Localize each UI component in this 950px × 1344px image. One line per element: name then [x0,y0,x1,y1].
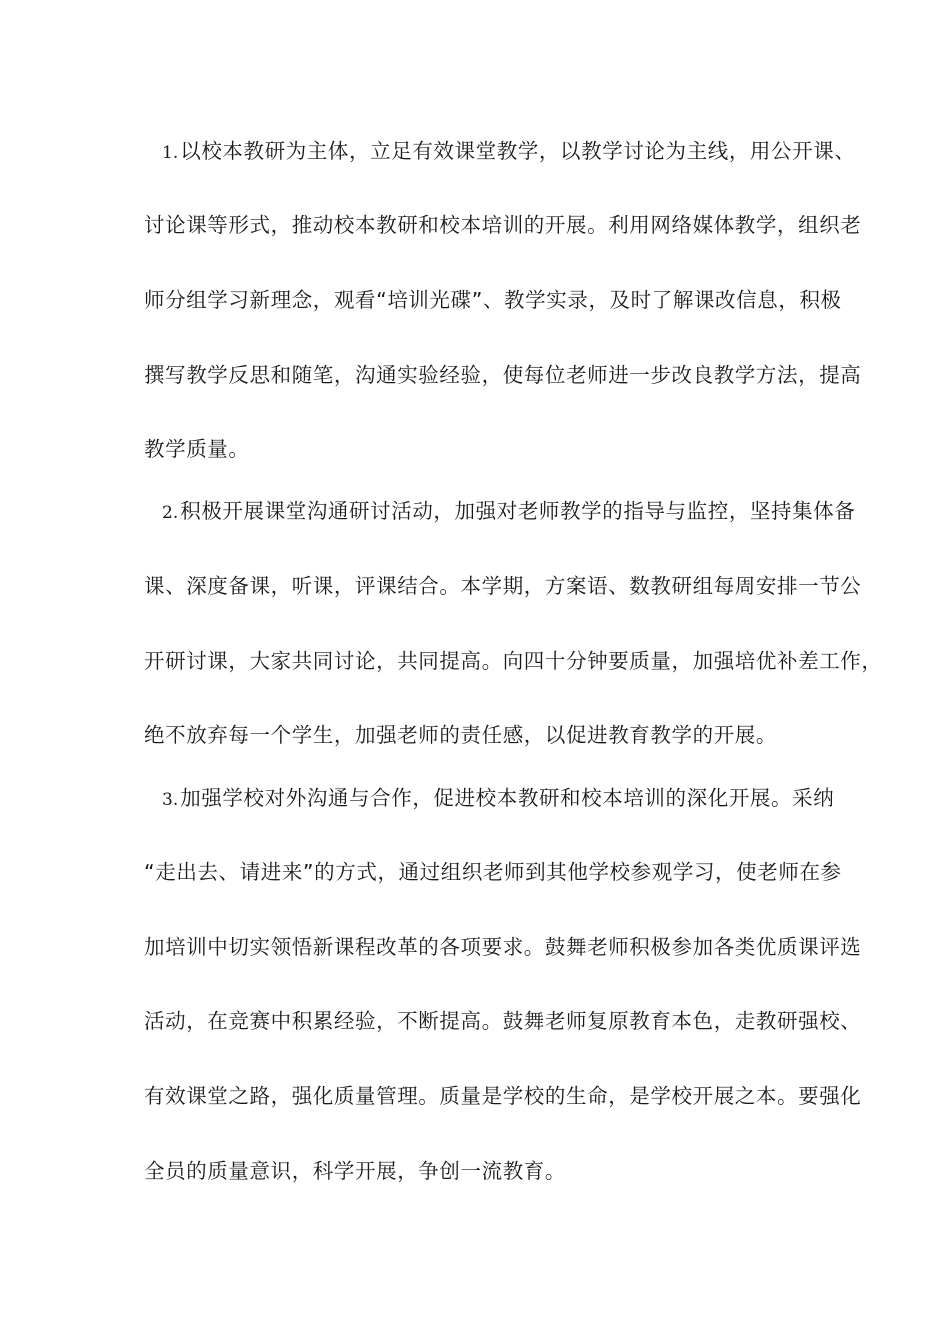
paragraph-1-line-3: 师分组学习新理念，观看“培训光碟”、教学实录，及时了解课改信息，积极 [144,288,842,312]
paragraph-3-line-4: 活动，在竞赛中积累经验，不断提高。鼓舞老师复原教育本色，走教研强校、 [144,1009,862,1033]
paragraph-1-text: 以校本教研为主体，立足有效课堂教学，以教学讨论为主线，用公开课、 [180,139,856,163]
paragraph-1-line-1 [162,136,856,166]
paragraph-2-line-1 [162,496,856,526]
paragraph-3-line-3: 加培训中切实领悟新课程改革的各项要求。鼓舞老师积极参加各类优质课评选 [144,935,862,959]
paragraph-2-line-2: 课、深度备课，听课，评课结合。本学期，方案语、数教研组每周安排一节公 [144,574,862,598]
paragraph-1-line-2: 讨论课等形式，推动校本教研和校本培训的开展。利用网络媒体教学，组织老 [144,213,862,237]
paragraph-3-text: 加强学校对外沟通与合作，促进校本教研和校本培训的深化开展。采纳 [180,786,835,810]
paragraph-3-line-5: 有效课堂之路，强化质量管理。质量是学校的生命，是学校开展之本。要强化 [144,1084,862,1108]
paragraph-1-line-4: 撰写教学反思和随笔，沟通实验经验，使每位老师进一步改良教学方法，提高 [144,363,862,387]
paragraph-3-line-1 [162,783,835,813]
paragraph-1-line-5: 教学质量。 [144,437,250,461]
paragraph-2-line-4: 绝不放弃每一个学生，加强老师的责任感，以促进教育教学的开展。 [144,723,777,747]
paragraph-2-line-3: 开研讨课，大家共同讨论，共同提高。向四十分钟要质量，加强培优补差工作， [144,649,883,673]
paragraph-2-number: 2. [162,503,179,523]
paragraph-3-line-2: “走出去、请进来”的方式，通过组织老师到其他学校参观学习，使老师在参 [144,860,842,884]
paragraph-3-line-6: 全员的质量意识，科学开展，争创一流教育。 [144,1159,566,1183]
paragraph-3-number: 3. [162,790,179,810]
paragraph-1-number: 1. [162,143,179,163]
paragraph-2-text: 积极开展课堂沟通研讨活动，加强对老师教学的指导与监控，坚持集体备 [180,499,856,523]
